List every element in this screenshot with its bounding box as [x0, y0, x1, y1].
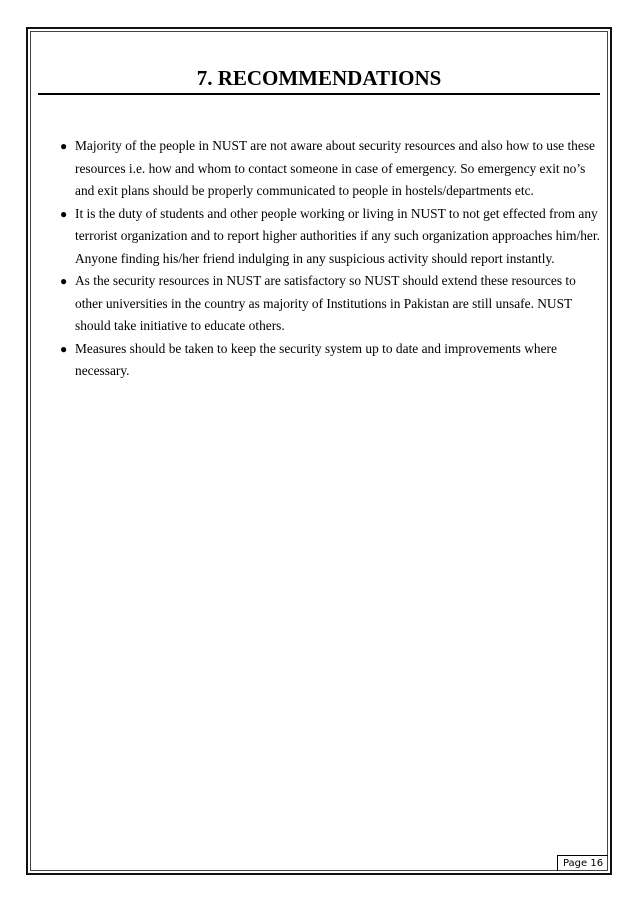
bullet-text: It is the duty of students and other people working or living in NUST to not get effected from any terrorist organization and to report higher authorities if any such organization approaches him/her. Anyone finding his/her friend indulging in any suspicious activity should report instantly. — [75, 205, 600, 266]
list-item — [38, 270, 600, 338]
bullet-icon: ● — [60, 139, 68, 153]
bullet-text: Measures should be taken to keep the security system up to date and improvements where necessary. — [75, 340, 557, 378]
bullet-icon: ● — [60, 341, 68, 356]
bullet-text: Majority of the people in NUST are not aware about security resources and also how to use these resources i.e. how and whom to contact someone in case of emergency. So emergency exit no’s and exit plans should be properly communicated to people in hostels/departments etc. — [75, 138, 595, 198]
list-item — [38, 203, 600, 271]
list-item — [38, 338, 600, 383]
section-heading: 7. RECOMMENDATIONS — [38, 62, 600, 95]
bullet-text: As the security resources in NUST are satisfactory so NUST should extend these resources to other universities in the country as majority of Institutions in Pakistan are still unsafe. NUST should take initiative to educate others. — [75, 273, 576, 333]
bullet-icon: ● — [60, 274, 68, 288]
page-number: Page 16 — [557, 855, 608, 871]
recommendations-list — [38, 135, 600, 383]
bullet-icon: ● — [60, 206, 68, 221]
list-item — [38, 135, 600, 203]
